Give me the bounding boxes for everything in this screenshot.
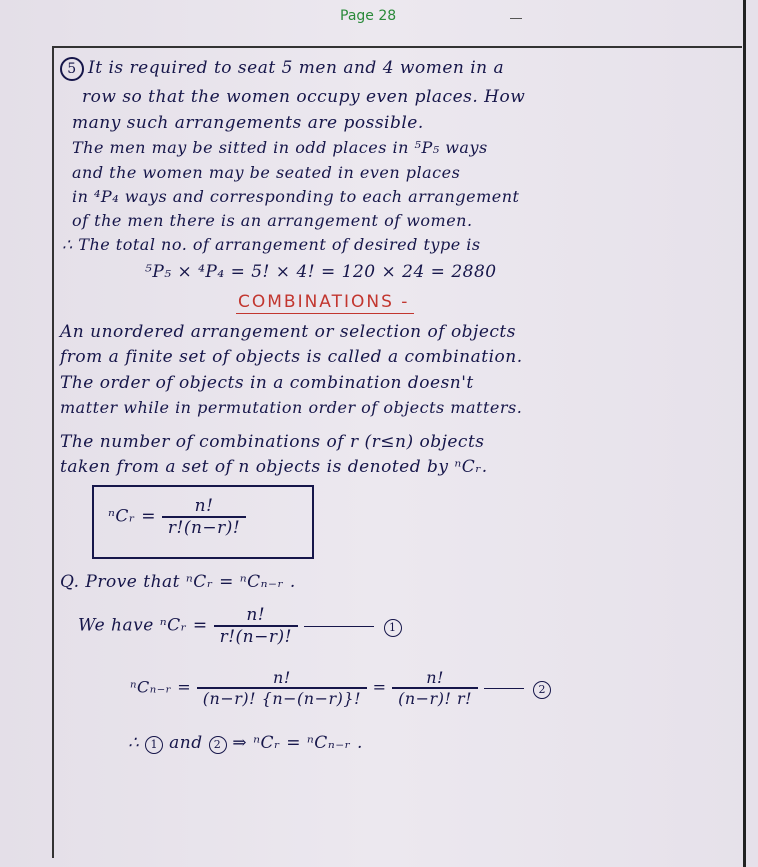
equation-1-leader [304, 626, 374, 627]
section-heading: COMBINATIONS - [238, 292, 410, 312]
combination-line-2: from a finite set of objects is called a combination. [60, 347, 523, 367]
equation-2-fraction-simplified: $\frac{n!}{(n-r)! r!}$ [392, 668, 478, 708]
equation-2: ⁿCₙ₋ᵣ = $\frac{n!}{(n-r)! \{n-(n-r)\}!}$ = $\frac{n!}{(n-r)! r!}$ 2 [130, 668, 551, 708]
conclusion-ref-1: 1 [145, 736, 163, 754]
combination-line-6: taken from a set of n objects is denoted by ⁿCᵣ. [60, 457, 488, 477]
problem5-line-8: ∴ The total no. of arrangement of desired type is [62, 235, 481, 254]
problem-number-badge: 5 [60, 57, 84, 81]
problem5-line-5: and the women may be seated in even places [72, 163, 461, 182]
problem5-line-7: of the men there is an arrangement of women. [72, 211, 473, 230]
equation-1: We have ⁿCᵣ = $\frac{n!}{r!(n-r)!}$ 1 [78, 605, 402, 647]
margin-line [52, 48, 54, 858]
formula-fraction: $\frac{n!}{r!(n-r)!}$ [162, 496, 246, 538]
problem5-line-4: The men may be sitted in odd places in ⁵P₅ ways [72, 138, 488, 157]
combination-formula: ⁿCᵣ = $\frac{n!}{r!(n-r)!}$ [108, 496, 246, 538]
problem5-line-6: in ⁴P₄ ways and corresponding to each arrangement [72, 187, 520, 206]
combination-line-4: matter while in permutation order of objects matters. [60, 398, 523, 417]
equation-2-ref: 2 [533, 681, 551, 699]
combination-line-3: The order of objects in a combination doesn't [60, 373, 474, 393]
problem5-result: ⁵P₅ × ⁴P₄ = 5! × 4! = 120 × 24 = 2880 [145, 262, 497, 282]
page-edge [743, 0, 746, 867]
conclusion-line: ∴ 1 and 2 ⇒ ⁿCᵣ = ⁿCₙ₋ᵣ . [128, 733, 363, 753]
combination-line-5: The number of combinations of r (r≤n) objects [60, 432, 485, 452]
corner-mark [510, 18, 522, 19]
equation-2-leader [484, 688, 524, 689]
heading-underline [236, 313, 414, 314]
conclusion-ref-2: 2 [209, 736, 227, 754]
question-statement: Q. Prove that ⁿCᵣ = ⁿCₙ₋ᵣ . [60, 572, 296, 592]
page-number: Page 28 [340, 8, 397, 24]
combination-line-1: An unordered arrangement or selection of objects [60, 322, 516, 342]
equation-1-fraction: $\frac{n!}{r!(n-r)!}$ [214, 605, 298, 647]
top-rule [52, 46, 742, 48]
equation-1-ref: 1 [384, 619, 402, 637]
problem5-line-1: 5 It is required to seat 5 men and 4 women in a [60, 57, 504, 81]
equation-2-fraction: $\frac{n!}{(n-r)! \{n-(n-r)\}!}$ [197, 668, 367, 708]
problem5-line-3: many such arrangements are possible. [72, 113, 424, 133]
problem5-line-2: row so that the women occupy even places. How [82, 87, 526, 107]
